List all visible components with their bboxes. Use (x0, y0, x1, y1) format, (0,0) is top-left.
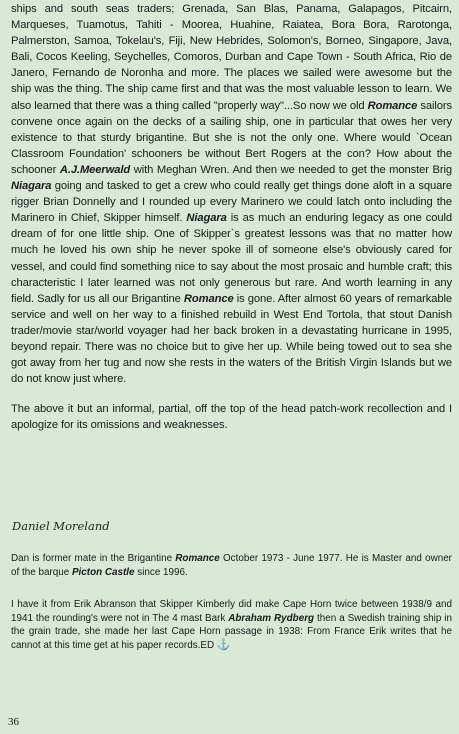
article-body (11, 1, 452, 433)
text-run: October 1973 - June 1977. He is Master and owner of the barque (11, 553, 452, 578)
ship-name-picton-castle: Picton Castle (71, 566, 135, 578)
author-bio-note (11, 552, 452, 579)
ship-name-niagara: Niagara (11, 180, 52, 193)
anchor-icon: ⚓ (216, 638, 231, 651)
text-run: then a Swedish training ship in the grain trade, she made her last Cape Horn passage in 1938: From France Erik writes that he cannot at this time get at his paper records.ED (11, 612, 452, 651)
paragraph-1 (11, 1, 452, 387)
ship-name-romance: Romance (367, 99, 418, 112)
ship-name-romance: Romance (175, 553, 220, 564)
text-run: Dan is former mate in the Brigantine (11, 553, 176, 564)
text-run: with Meghan Wren. And then we needed to get the monster Brig (130, 163, 452, 176)
ship-name-meerwald: A.J.Meerwald (59, 163, 131, 176)
ship-name-romance: Romance (183, 292, 234, 305)
ship-name-niagara: Niagara (186, 212, 227, 225)
paragraph-2: The above it but an informal, partial, off the top of the head patch-work recollection and I apologize for its omissions and weaknesses. (11, 403, 452, 432)
editor-note (11, 598, 452, 652)
page-number: 36 (8, 716, 19, 728)
text-run: going and tasked to get a crew who could really get things done aloft in a square rigger Brian Donnelly and I rounded up every Marinero we could latch onto including the Marinero in Chief, Skipper himself. (11, 180, 452, 225)
text-run: is gone. After almost 60 years of remarkable service and well on her way to a finished rebuild in West End Tortola, that stout Danish trader/movie star/world voyager had her back broken in a devastating hurricane in 1995, beyond repair. There was no choice but to give her up. While being towed out to sea she got away from her tug and now she rests in the waters of the British Virgin Islands but we do not know just where. (11, 292, 452, 386)
text-run: is as much an enduring legacy as one could dream of for one little ship. One of Skipper`s greatest lessons was that no matter how much he loved his own ship he never spoke ill of someone else's obviously cared for vessel, and could find something nice to say about the most prosaic and humble craft; this characteristic I later learned was not only generous but rare. And worth learning in any field. Sadly for us all our Brigantine (11, 212, 453, 305)
ship-name-abraham-rydberg: Abraham Rydberg (228, 612, 315, 624)
text-run: I have it from Erik Abranson that Skipper Kimberly did make Cape Horn twice between 1938/9 and 1941 the rounding's were not in The 4 mast Bark (11, 599, 452, 624)
text-run: sailors convene once again on the decks of a sailing ship, one in particular that owes her very existence to that sturdy brigantine. But she is not the only one. Where would `Ocean Classroom Foundation' schooners be without Bert Rogers at the con? How about the schooner (11, 99, 452, 176)
author-signature: Daniel Moreland (12, 519, 110, 533)
text-run: since 1996. (134, 566, 188, 578)
text-run: ships and south seas traders; Grenada, San Blas, Panama, Galapagos, Pitcairn, Marqueses, Tuamotus, Tahiti - Moorea, Huahine, Raiatea, Bora Bora, Rarotonga, Palmerston, Samoa, Tokelau's, Fiji, New Hebrides, Solomon's, Borneo, Singapore, Java, Bali, Cocos Keeling, Seychelles, Comoros, Durban and Cape Town - South Africa, Rio de Janero, Fernando de Noronha and more. The places we sailed were awesome but the ship was the thing. The ship came first and that was the most valuable lesson to learn. We also learned that there was a thing called "properly way"...So now we old (11, 3, 452, 112)
